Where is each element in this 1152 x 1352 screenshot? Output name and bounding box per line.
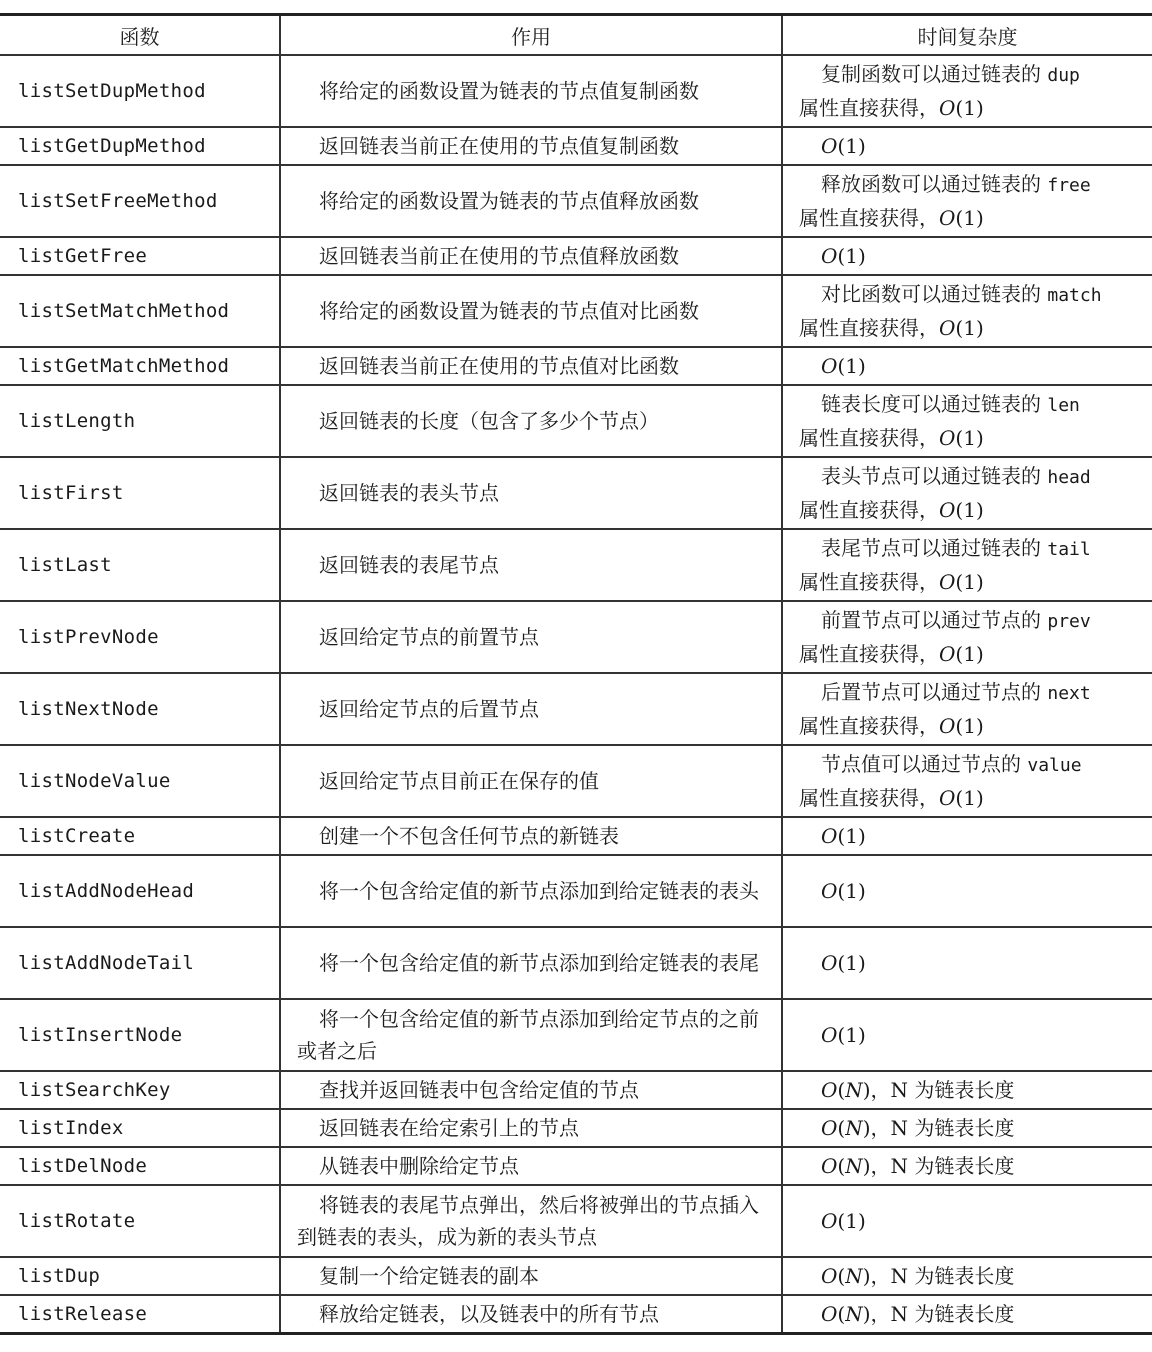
complexity-line-1 [799, 168, 1136, 202]
complexity-prefix: 复制函数可以通过链表的 [821, 62, 1048, 86]
table-row [0, 1109, 1152, 1147]
table-row [0, 1185, 1152, 1257]
function-name-cell: listRotate [0, 1185, 280, 1257]
function-name-cell: listSearchKey [0, 1071, 280, 1109]
complexity-cell: O(1) [782, 999, 1152, 1071]
purpose-cell: 返回给定节点的后置节点 [280, 673, 782, 745]
table-row [0, 165, 1152, 237]
table-row [0, 1071, 1152, 1109]
complexity-cell: O(N)，N 为链表长度 [782, 1257, 1152, 1295]
complexity-cell [782, 601, 1152, 673]
complexity-cell: O(1) [782, 237, 1152, 275]
table-row [0, 601, 1152, 673]
complexity-cell [782, 457, 1152, 529]
complexity-cell: O(N)，N 为链表长度 [782, 1295, 1152, 1334]
purpose-cell: 返回链表当前正在使用的节点值释放函数 [280, 237, 782, 275]
complexity-line-1 [799, 460, 1136, 494]
complexity-cell: O(N)，N 为链表长度 [782, 1109, 1152, 1147]
purpose-cell: 将链表的表尾节点弹出，然后将被弹出的节点插入到链表的表头，成为新的表头节点 [280, 1185, 782, 1257]
complexity-cell [782, 275, 1152, 347]
complexity-cell: O(1) [782, 1185, 1152, 1257]
header-function: 函数 [0, 15, 280, 56]
complexity-line-1 [799, 58, 1136, 92]
table-row [0, 745, 1152, 817]
purpose-cell: 将一个包含给定值的新节点添加到给定链表的表头 [280, 855, 782, 927]
complexity-cell [782, 385, 1152, 457]
complexity-cell: O(N)，N 为链表长度 [782, 1071, 1152, 1109]
function-name-cell: listAddNodeHead [0, 855, 280, 927]
purpose-cell: 返回链表的长度（包含了多少个节点） [280, 385, 782, 457]
table-row [0, 275, 1152, 347]
purpose-cell: 复制一个给定链表的副本 [280, 1257, 782, 1295]
complexity-line-2: 属性直接获得，O(1) [799, 206, 984, 230]
purpose-cell: 返回链表的表尾节点 [280, 529, 782, 601]
field-name-code: len [1047, 395, 1080, 416]
complexity-cell [782, 55, 1152, 127]
purpose-cell: 查找并返回链表中包含给定值的节点 [280, 1071, 782, 1109]
function-table [0, 13, 1152, 1335]
purpose-cell: 将给定的函数设置为链表的节点值复制函数 [280, 55, 782, 127]
table-row [0, 1257, 1152, 1295]
field-name-code: head [1047, 467, 1091, 488]
function-name-cell: listGetFree [0, 237, 280, 275]
complexity-line-2: 属性直接获得，O(1) [799, 96, 984, 120]
purpose-cell: 返回链表的表头节点 [280, 457, 782, 529]
table-row [0, 457, 1152, 529]
field-name-code: free [1047, 175, 1091, 196]
complexity-line-2: 属性直接获得，O(1) [799, 316, 984, 340]
header-row [0, 15, 1152, 56]
purpose-cell: 返回给定节点的前置节点 [280, 601, 782, 673]
complexity-prefix: 释放函数可以通过链表的 [821, 172, 1048, 196]
complexity-prefix: 前置节点可以通过节点的 [821, 608, 1048, 632]
function-name-cell: listLength [0, 385, 280, 457]
table-row [0, 817, 1152, 855]
complexity-cell: O(1) [782, 817, 1152, 855]
complexity-prefix: 表头节点可以通过链表的 [821, 464, 1048, 488]
function-name-cell: listGetMatchMethod [0, 347, 280, 385]
table-row [0, 347, 1152, 385]
function-name-cell: listSetMatchMethod [0, 275, 280, 347]
function-name-cell: listAddNodeTail [0, 927, 280, 999]
field-name-code: value [1027, 755, 1082, 776]
complexity-cell [782, 529, 1152, 601]
complexity-cell: O(N)，N 为链表长度 [782, 1147, 1152, 1185]
complexity-cell [782, 673, 1152, 745]
complexity-line-1 [799, 388, 1136, 422]
function-name-cell: listNodeValue [0, 745, 280, 817]
table-row [0, 1295, 1152, 1334]
function-name-cell: listSetDupMethod [0, 55, 280, 127]
purpose-cell: 创建一个不包含任何节点的新链表 [280, 817, 782, 855]
table-row [0, 237, 1152, 275]
field-name-code: tail [1047, 539, 1091, 560]
function-name-cell: listCreate [0, 817, 280, 855]
purpose-cell: 释放给定链表，以及链表中的所有节点 [280, 1295, 782, 1334]
purpose-cell: 返回链表在给定索引上的节点 [280, 1109, 782, 1147]
complexity-cell: O(1) [782, 927, 1152, 999]
complexity-line-1 [799, 532, 1136, 566]
table-row [0, 1147, 1152, 1185]
table-row [0, 529, 1152, 601]
function-name-cell: listInsertNode [0, 999, 280, 1071]
table-body [0, 55, 1152, 1334]
purpose-cell: 从链表中删除给定节点 [280, 1147, 782, 1185]
complexity-line-1 [799, 748, 1136, 782]
complexity-cell [782, 745, 1152, 817]
complexity-line-2: 属性直接获得，O(1) [799, 786, 984, 810]
complexity-prefix: 表尾节点可以通过链表的 [821, 536, 1048, 560]
field-name-code: prev [1047, 611, 1091, 632]
field-name-code: match [1047, 285, 1102, 306]
purpose-cell: 将一个包含给定值的新节点添加到给定节点的之前或者之后 [280, 999, 782, 1071]
table-row [0, 999, 1152, 1071]
purpose-cell: 将给定的函数设置为链表的节点值对比函数 [280, 275, 782, 347]
complexity-line-2: 属性直接获得，O(1) [799, 426, 984, 450]
field-name-code: next [1047, 683, 1091, 704]
complexity-prefix: 对比函数可以通过链表的 [821, 282, 1048, 306]
complexity-cell: O(1) [782, 127, 1152, 165]
function-name-cell: listFirst [0, 457, 280, 529]
purpose-cell: 返回链表当前正在使用的节点值复制函数 [280, 127, 782, 165]
header-complexity: 时间复杂度 [782, 15, 1152, 56]
purpose-cell: 将一个包含给定值的新节点添加到给定链表的表尾 [280, 927, 782, 999]
complexity-line-2: 属性直接获得，O(1) [799, 570, 984, 594]
complexity-cell [782, 165, 1152, 237]
function-name-cell: listDup [0, 1257, 280, 1295]
function-name-cell: listRelease [0, 1295, 280, 1334]
complexity-line-2: 属性直接获得，O(1) [799, 642, 984, 666]
function-name-cell: listGetDupMethod [0, 127, 280, 165]
complexity-line-1 [799, 676, 1136, 710]
complexity-prefix: 链表长度可以通过链表的 [821, 392, 1048, 416]
complexity-cell: O(1) [782, 855, 1152, 927]
function-name-cell: listIndex [0, 1109, 280, 1147]
table-row [0, 385, 1152, 457]
complexity-cell: O(1) [782, 347, 1152, 385]
function-name-cell: listNextNode [0, 673, 280, 745]
field-name-code: dup [1047, 65, 1080, 86]
purpose-cell: 返回链表当前正在使用的节点值对比函数 [280, 347, 782, 385]
table-row [0, 673, 1152, 745]
complexity-line-2: 属性直接获得，O(1) [799, 498, 984, 522]
table-row [0, 927, 1152, 999]
table-row [0, 855, 1152, 927]
complexity-prefix: 后置节点可以通过节点的 [821, 680, 1048, 704]
function-name-cell: listLast [0, 529, 280, 601]
function-name-cell: listDelNode [0, 1147, 280, 1185]
function-name-cell: listSetFreeMethod [0, 165, 280, 237]
complexity-line-1 [799, 604, 1136, 638]
purpose-cell: 将给定的函数设置为链表的节点值释放函数 [280, 165, 782, 237]
complexity-line-2: 属性直接获得，O(1) [799, 714, 984, 738]
table-row [0, 55, 1152, 127]
complexity-prefix: 节点值可以通过节点的 [821, 752, 1028, 776]
complexity-line-1 [799, 278, 1136, 312]
function-name-cell: listPrevNode [0, 601, 280, 673]
table-row [0, 127, 1152, 165]
purpose-cell: 返回给定节点目前正在保存的值 [280, 745, 782, 817]
header-purpose: 作用 [280, 15, 782, 56]
